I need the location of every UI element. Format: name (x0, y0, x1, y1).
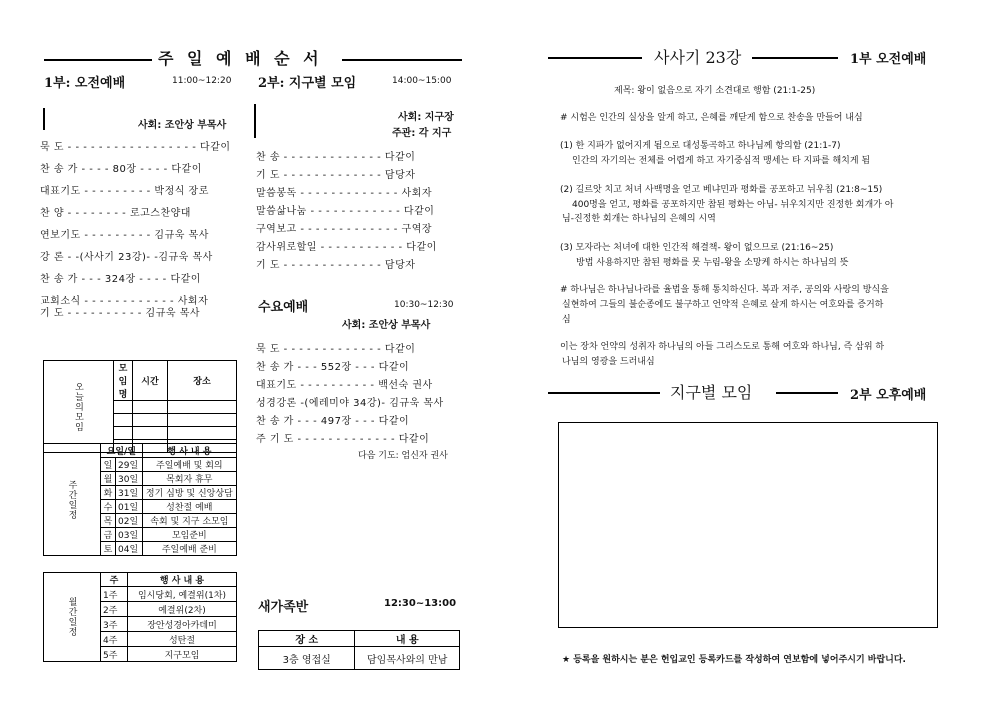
event: 목회자 휴무 (142, 472, 236, 486)
today-side-label: 오늘의모임 (44, 361, 114, 453)
wednesday-row: 묵 도 - - - - - - - - - - - - - 다같이 (256, 344, 416, 355)
part1-row: 연보기도 - - - - - - - - - 김규욱 목사 (40, 230, 209, 241)
event: 주일예배 및 회의 (142, 458, 236, 472)
monthly-header: 주 (101, 573, 128, 587)
week: 4주 (101, 632, 128, 647)
part1-row: 기 도 - - - - - - - - - - 김규욱 목사 (40, 308, 201, 319)
part1-row: 교회소식 - - - - - - - - - - - - 사회자 (40, 296, 209, 307)
wednesday-label: 수요예배 (258, 300, 309, 315)
wednesday-row: 대표기도 - - - - - - - - - - 백선숙 권사 (256, 380, 433, 391)
page-title: 주 일 예 배 순 서 (158, 49, 323, 68)
part2-row: 기 도 - - - - - - - - - - - - - 담당자 (256, 260, 416, 271)
today-header: 장소 (168, 361, 237, 401)
part2-row: 말씀봉독 - - - - - - - - - - - - - 사회자 (256, 188, 433, 199)
sermon-subject: 제목: 왕이 없음으로 자기 소견대로 행함 (21:1-25) (614, 86, 816, 96)
event: 속회 및 지구 소모임 (142, 514, 236, 528)
part2-leader: 주관: 각 지구 (392, 128, 452, 139)
part2-row: 말씀삶나눔 - - - - - - - - - - - - 다같이 (256, 206, 435, 217)
event: 성찬절 예배 (142, 500, 236, 514)
point3-title: (3) 모자라는 처녀에 대한 인간적 해결책- 왕이 없으므로 (21:16~25) (560, 243, 834, 253)
today-meetings-table (43, 360, 237, 453)
part1-label: 1부: 오전예배 (44, 76, 126, 91)
sermon-rule-left (548, 57, 642, 59)
today-header: 모임명 (114, 361, 133, 401)
newfamily-time: 12:30~13:00 (384, 598, 457, 609)
point3-body: 방법 사용하지만 참된 평화를 못 누림-왕을 소망케 하시는 하나님의 뜻 (576, 258, 849, 268)
weekly-header: 행 사 내 용 (142, 444, 236, 458)
district-rule-left (548, 392, 660, 394)
event: 주일예배 준비 (142, 542, 236, 556)
conclusion: 심 (562, 315, 571, 325)
monthly-side-label: 월간일정 (44, 573, 101, 662)
date: 31일 (116, 486, 143, 500)
conclusion: # 하나님은 하나님나라를 율법을 통해 통치하신다. 복과 저주, 공의와 사랑의 방식을 (560, 285, 889, 295)
title-rule-right (342, 59, 462, 61)
wednesday-host: 사회: 조안상 부목사 (342, 320, 431, 331)
part1-time: 11:00~12:20 (172, 76, 232, 86)
part2-row: 찬 송 - - - - - - - - - - - - - 다같이 (256, 152, 416, 163)
weekday: 일 (101, 458, 116, 472)
sermon-rule-right (752, 57, 838, 59)
wednesday-row: 찬 송 가 - - - 497장 - - - 다같이 (256, 416, 410, 427)
newfamily-label: 새가족반 (258, 600, 309, 615)
part1-row: 대표기도 - - - - - - - - - 박정식 장로 (40, 186, 209, 197)
point1-title: (1) 한 지파가 없어지게 됨으로 대성통곡하고 하나님께 항의함 (21:1-7) (560, 141, 841, 151)
weekday: 목 (101, 514, 116, 528)
district-service: 2부 오후예배 (850, 388, 927, 403)
part1-row: 찬 양 - - - - - - - - 로고스찬양대 (40, 208, 191, 219)
wednesday-time: 10:30~12:30 (394, 300, 454, 310)
newfamily-table (258, 630, 460, 670)
district-rule-right (776, 392, 838, 394)
event: 예결위(2차) (128, 602, 237, 617)
weekday: 수 (101, 500, 116, 514)
point2-body: 님-진정한 회개는 하나님의 은혜의 시역 (562, 214, 716, 224)
wednesday-row: 주 기 도 - - - - - - - - - - - - - 다같이 (256, 434, 430, 445)
district-title: 지구별 모임 (670, 383, 753, 402)
part2-host: 사회: 지구장 (398, 112, 454, 123)
part2-label: 2부: 지구별 모임 (258, 76, 357, 91)
sermon-intro: # 시험은 인간의 실상을 알게 하고, 은혜를 깨닫게 함으로 찬송을 만들어 내심 (560, 113, 863, 123)
part2-row: 기 도 - - - - - - - - - - - - - 담당자 (256, 170, 416, 181)
part1-row: 찬 송 가 - - - - 80장 - - - - 다같이 (40, 164, 202, 175)
part1-row: 찬 송 가 - - - 324장 - - - - 다같이 (40, 274, 201, 285)
date: 04일 (116, 542, 143, 556)
newfamily-content: 담임목사와의 만남 (355, 647, 460, 670)
registration-notice: ★ 등록을 원하시는 분은 헌입교인 등록카드를 작성하여 연보함에 넣어주시기 바랍니다. (562, 655, 906, 665)
date: 29일 (116, 458, 143, 472)
title-rule-left (44, 59, 152, 61)
date: 03일 (116, 528, 143, 542)
date: 02일 (116, 514, 143, 528)
event: 성탄절 (128, 632, 237, 647)
event: 장안성경아카데미 (128, 617, 237, 632)
sermon-service: 1부 오전예배 (850, 52, 927, 67)
weekday: 토 (101, 542, 116, 556)
newfamily-header: 장 소 (259, 631, 355, 647)
conclusion: 실현하여 그들의 불순종에도 불구하고 언약적 은혜로 살게 하시는 여호와를 증거하 (562, 300, 884, 310)
part2-row: 구역보고 - - - - - - - - - - - - - 구역장 (256, 224, 433, 235)
weekday: 화 (101, 486, 116, 500)
weekday: 월 (101, 472, 116, 486)
point1-body: 인간의 자기의는 전체를 어렵게 하고 자기중심적 맹세는 타 지파를 해치게 됨 (572, 156, 871, 166)
closing: 나님의 영광을 드러내심 (562, 357, 655, 367)
point2-body: 400명을 얻고, 평화를 공포하지만 참된 평화는 아님- 뉘우치지만 진정한 회개가 아 (572, 200, 894, 210)
monthly-table (43, 572, 237, 662)
next-prayer: 다음 기도: 엄신자 권사 (358, 451, 448, 461)
part1-row: 묵 도 - - - - - - - - - - - - - - - - - 다같이 (40, 142, 231, 153)
date: 30일 (116, 472, 143, 486)
newfamily-header: 내 용 (355, 631, 460, 647)
weekly-header: 요일/일 (101, 444, 143, 458)
weekday: 금 (101, 528, 116, 542)
column-divider (254, 104, 256, 138)
wednesday-row: 찬 송 가 - - - 552장 - - - 다같이 (256, 362, 410, 373)
event: 정기 심방 및 신앙상담 (142, 486, 236, 500)
weekly-table (43, 443, 237, 556)
week: 2주 (101, 602, 128, 617)
week: 1주 (101, 587, 128, 602)
district-notes-box (558, 422, 938, 628)
part1-host: 사회: 조안상 부목사 (138, 120, 227, 131)
wednesday-row: 성경강론 -(에레미야 34강)- 김규욱 목사 (256, 398, 444, 409)
newfamily-place: 3층 영접실 (259, 647, 355, 670)
monthly-header: 행 사 내 용 (128, 573, 237, 587)
sermon-title: 사사기 23강 (654, 48, 742, 67)
part1-row: 강 론 - -(사사기 23강)- -김규욱 목사 (40, 252, 213, 263)
event: 지구모임 (128, 647, 237, 662)
part2-row: 감사위로할일 - - - - - - - - - - - 다같이 (256, 242, 437, 253)
part2-time: 14:00~15:00 (392, 76, 452, 86)
week: 5주 (101, 647, 128, 662)
weekly-side-label: 주간일정 (44, 444, 101, 556)
part1-divider (43, 108, 45, 130)
event: 임시당회, 예결위(1차) (128, 587, 237, 602)
closing: 이는 장차 언약의 성취자 하나님의 아들 그리스도로 통해 여호와 하나님, 즉 삼위 하 (560, 342, 885, 352)
today-header: 시간 (133, 361, 168, 401)
date: 01일 (116, 500, 143, 514)
point2-title: (2) 길르앗 치고 처녀 사백명을 얻고 베냐민과 평화를 공포하고 뉘우침 (21:8~15) (560, 185, 883, 195)
event: 모임준비 (142, 528, 236, 542)
week: 3주 (101, 617, 128, 632)
